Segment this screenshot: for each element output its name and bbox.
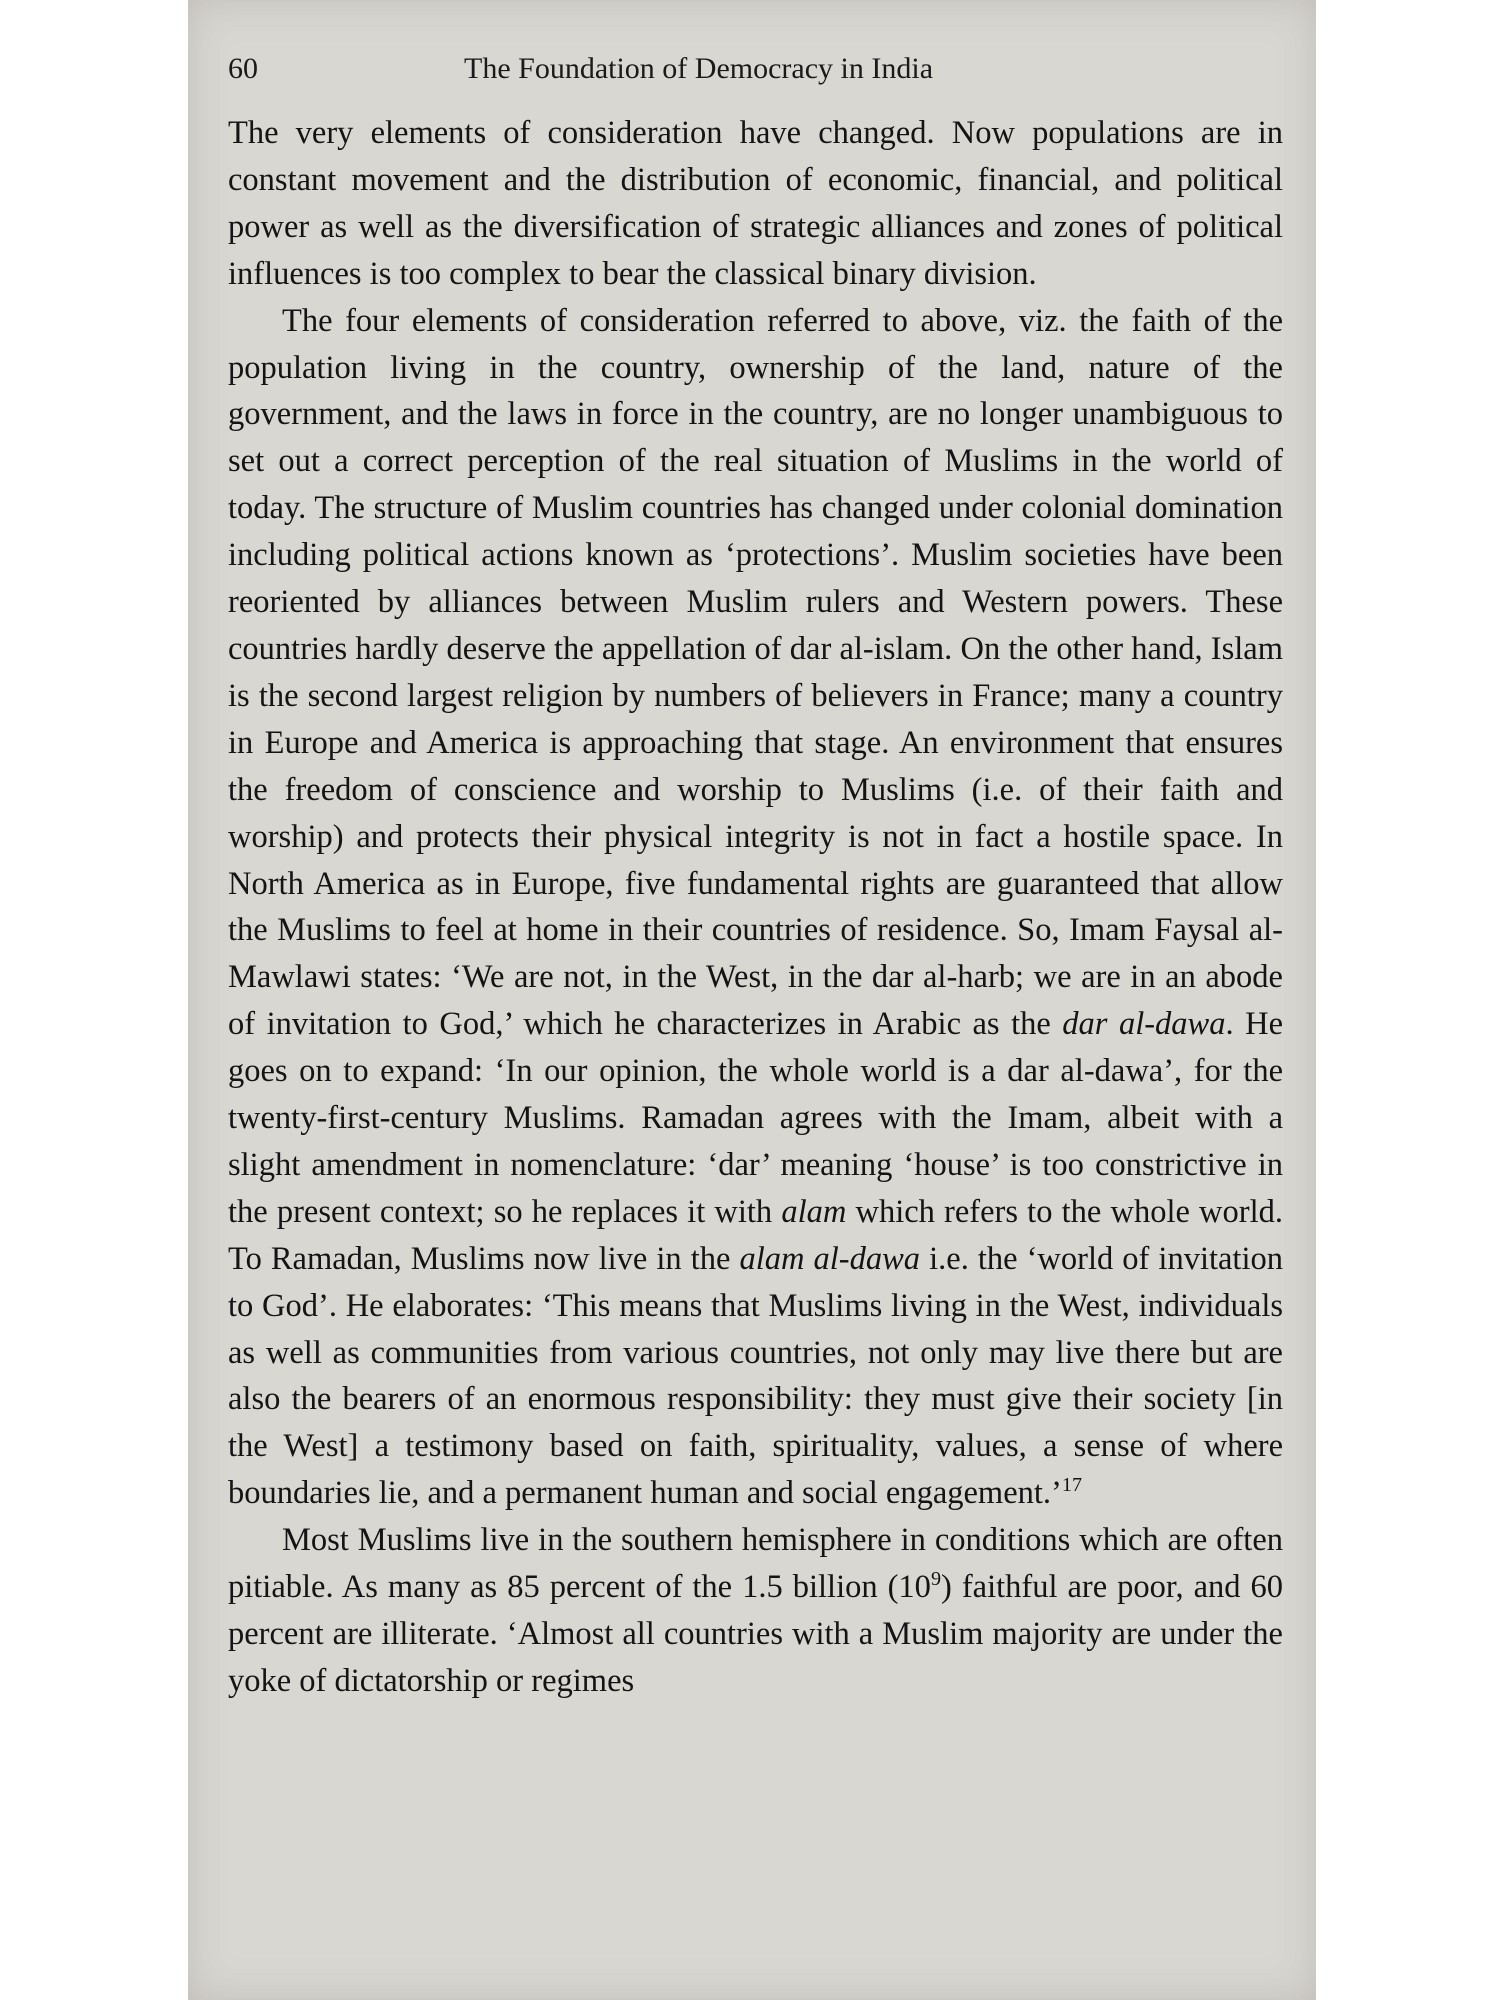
paragraph-text: The very elements of consideration have changed. Now populations are in constant movement and the distribution of economic, financial, and political power as well as the diversification of strategic alliances and zones of political influences is too complex to bear the classical binary division.	[228, 115, 1283, 292]
body-text	[228, 110, 1283, 1705]
italic-term-alam: alam	[781, 1193, 847, 1230]
footnote-ref-17[interactable]: 17	[1061, 1474, 1083, 1497]
paragraph-text: . He goes on to expand: ‘In our opinion, the whole world is a dar al-dawa’, for the twenty-first-century Muslims. Ramadan agrees with the Imam, albeit with a slight amendment in nomenclature: ‘dar’ meaning ‘house’ is too constrictive in the present context; so he replaces it with	[228, 1006, 1284, 1230]
paragraph-3	[228, 1517, 1283, 1705]
paragraph-2	[228, 298, 1283, 1518]
exponent-9: 9	[930, 1568, 942, 1591]
page-number: 60	[228, 52, 258, 85]
paragraph-text: which refers to the whole world. To Ramadan, Muslims now live in the	[228, 1193, 1283, 1277]
paragraph-1	[228, 110, 1283, 298]
paragraph-text: The four elements of consideration referred to above, viz. the faith of the population living in the country, ownership of the land, nature of the government, and the laws in force in the country, are no longer unambiguous to set out a correct perception of the real situation of Muslims in the world of today. The structure of Muslim countries has changed under colonial domination including political actions known as ‘protections’. Muslim societies have been reoriented by alliances between Muslim rulers and Western powers. These countries hardly deserve the appellation of dar al-islam. On the other hand, Islam is the second largest religion by numbers of believers in France; many a country in Europe and America is approaching that stage. An environment that ensures the freedom of conscience and worship to Muslims (i.e. of their faith and worship) and protects their physical integrity is not in fact a hostile space. In North America as in Europe, five fundamental rights are guaranteed that allow the Muslims to feel at home in their countries of residence. So, Imam Faysal al-Mawlawi states: ‘We are not, in the West, in the dar al-harb; we are in an abode of invitation to God,’ which he characterizes in Arabic as the	[228, 302, 1283, 1043]
italic-term-alam-al-dawa: alam al-dawa	[739, 1240, 921, 1277]
paragraph-text: ) faithful are poor, and 60 percent are illiterate. ‘Almost all countries with a Muslim majority are under the yoke of dictatorship or regimes	[228, 1569, 1283, 1699]
running-title: The Foundation of Democracy in India	[464, 52, 934, 85]
page-header	[228, 52, 1283, 96]
paragraph-text: i.e. the ‘world of invitation to God’. He elaborates: ‘This means that Muslims living in the West, individuals as well as communities from various countries, not only may live there but are also the bearers of an enormous responsibility: they must give their society [in the West] a testimony based on faith, spirituality, values, a sense of where boundaries lie, and a permanent human and social engagement.’	[228, 1240, 1283, 1512]
paragraph-text: Most Muslims live in the southern hemisphere in conditions which are often pitiable. As many as 85 percent of the 1.5 billion (10	[228, 1522, 1283, 1606]
italic-term-dar-al-dawa: dar al-dawa	[1062, 1006, 1226, 1043]
